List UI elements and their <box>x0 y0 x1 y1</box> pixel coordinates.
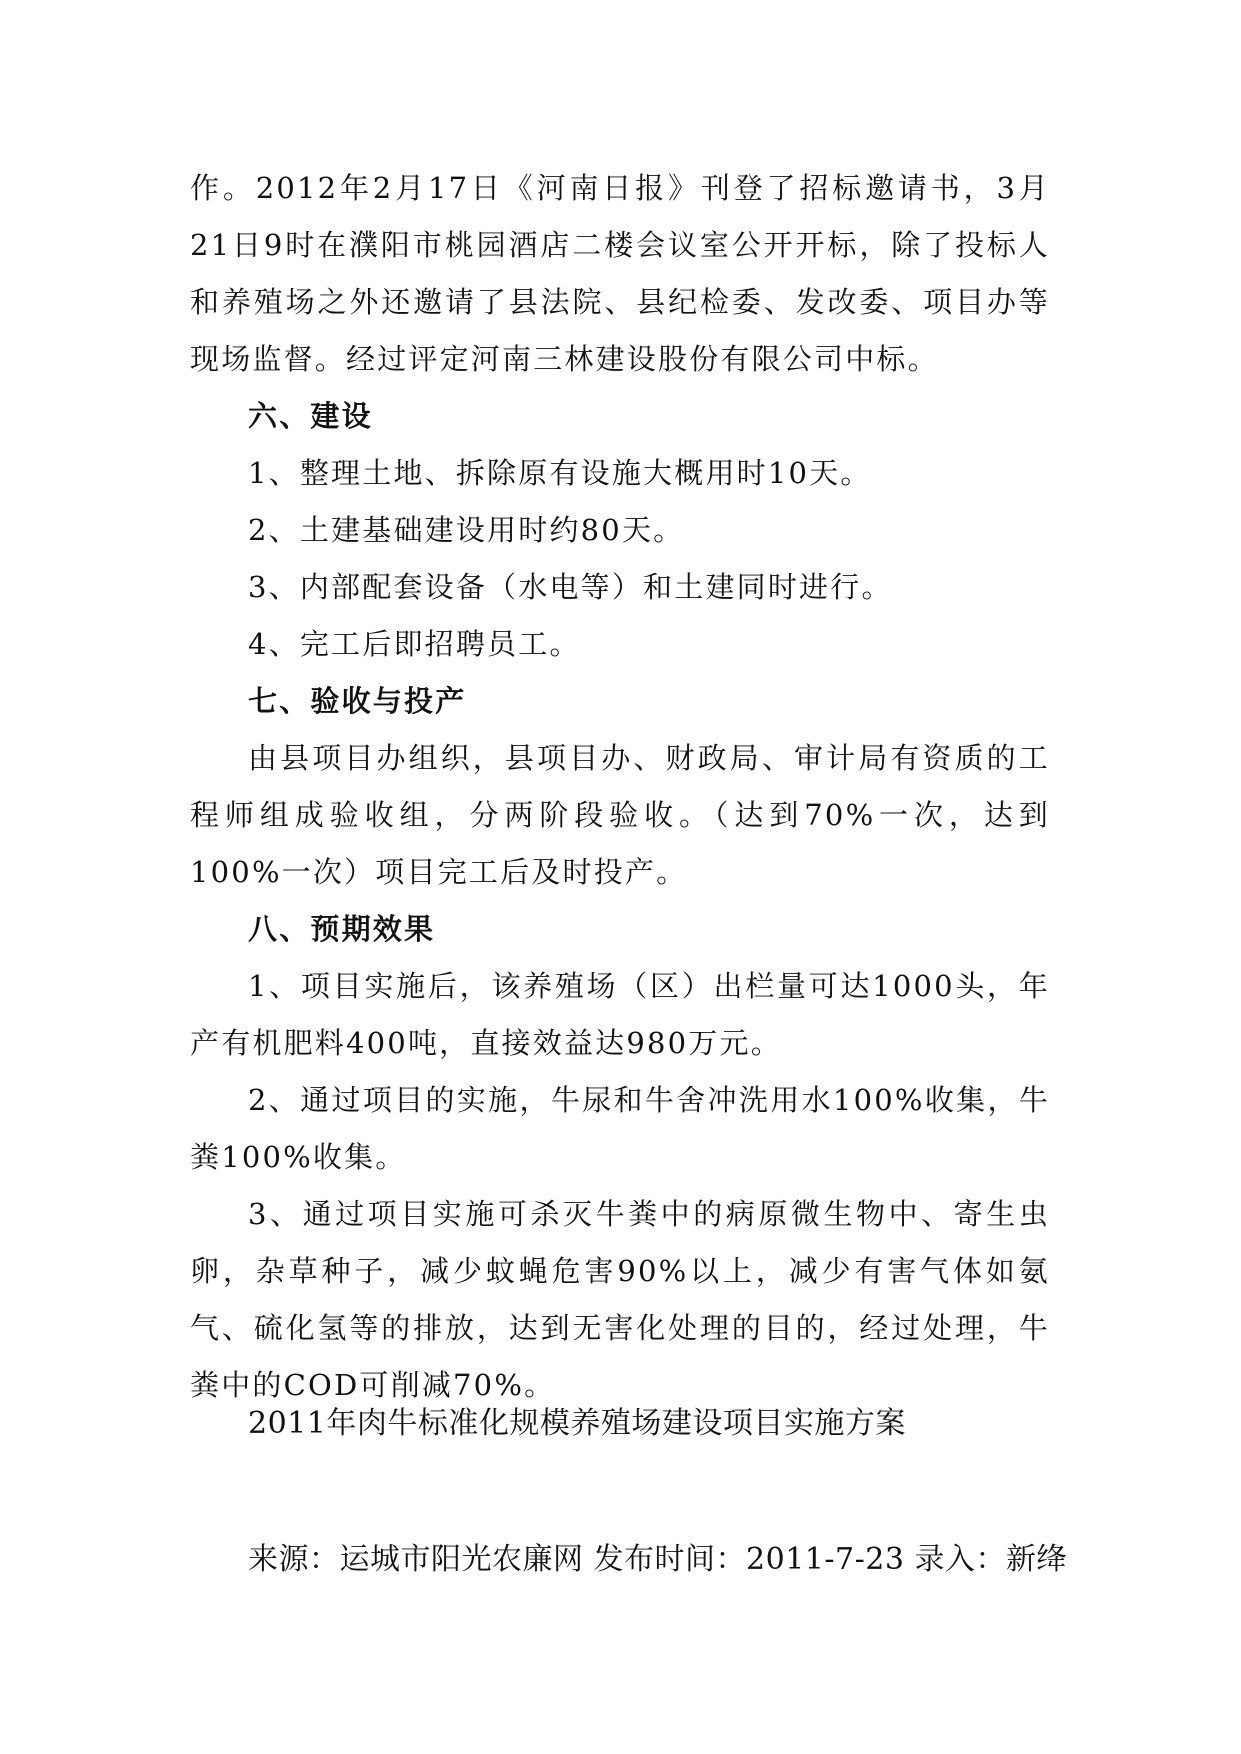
construction-item-3: 3、内部配套设备（水电等）和土建同时进行。 <box>248 570 893 604</box>
section-heading-construction: 六、建设 <box>248 399 373 433</box>
intro-paragraph: 作。2012年2月17日《河南日报》刊登了招标邀请书，3月21日9时在濮阳市桃园酒店二楼会议室公开开标，除了投标人和养殖场之外还邀请了县法院、县纪检委、发改委、项目办等现场监督。经过评定河南三林建设股份有限公司中标。 <box>190 171 1050 376</box>
construction-item-4: 4、完工后即招聘员工。 <box>248 627 581 661</box>
section-heading-acceptance: 七、验收与投产 <box>248 684 467 718</box>
effect-item-1: 1、项目实施后，该养殖场（区）出栏量可达1000头，年产有机肥料400吨，直接效益达980万元。 <box>190 969 1050 1060</box>
construction-item-2: 2、土建基础建设用时约80天。 <box>248 513 685 547</box>
effect-item-3: 3、通过项目实施可杀灭牛粪中的病原微生物中、寄生虫卵，杂草种子，减少蚊蝇危害90%以上，减少有害气体如氨气、硫化氢等的排放，达到无害化处理的目的，经过处理，牛粪中的COD可削减70%。 <box>190 1197 1050 1402</box>
section-heading-expected-effects: 八、预期效果 <box>248 912 436 946</box>
document-body <box>190 160 1050 1414</box>
construction-item-1: 1、整理土地、拆除原有设施大概用时10天。 <box>248 456 872 490</box>
effect-item-2: 2、通过项目的实施，牛尿和牛舍冲洗用水100%收集，牛粪100%收集。 <box>190 1083 1050 1174</box>
source-line: 来源：运城市阳光农廉网 发布时间：2011-7-23 录入：新绛 <box>248 1542 1067 1577</box>
appendix-title: 2011年肉牛标准化规模养殖场建设项目实施方案 <box>248 1406 906 1441</box>
acceptance-paragraph: 由县项目办组织，县项目办、财政局、审计局有资质的工程师组成验收组，分两阶段验收。（达到70%一次，达到100%一次）项目完工后及时投产。 <box>190 741 1050 889</box>
